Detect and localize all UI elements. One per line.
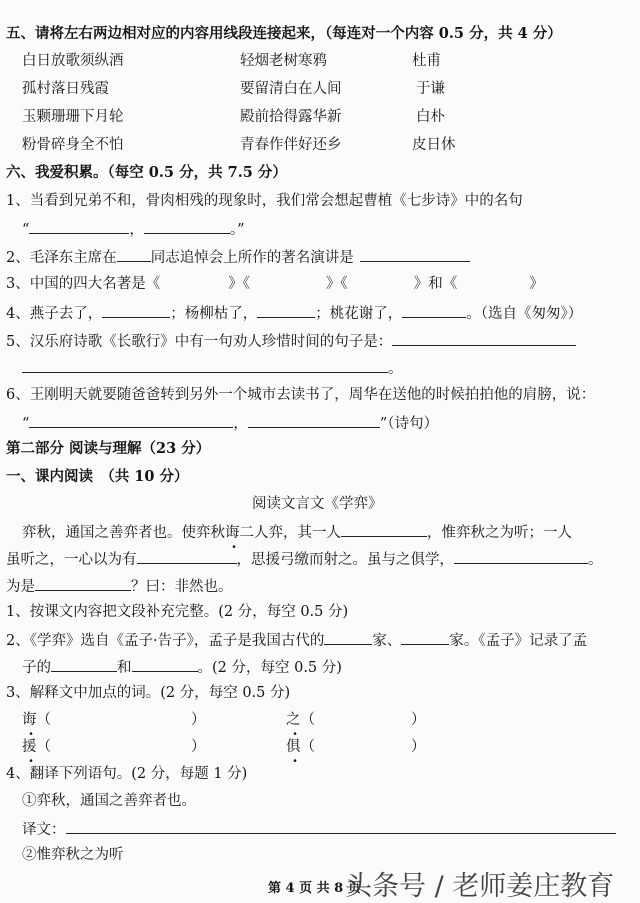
answer-blank[interactable] — [324, 629, 372, 645]
answer-blank[interactable] — [102, 302, 170, 318]
question-text: 家、 — [372, 633, 402, 649]
question-5 — [6, 330, 576, 352]
right-item: 皮日休 — [412, 137, 456, 153]
answer-blank[interactable] — [22, 357, 388, 373]
quote-close: ”（诗句） — [379, 416, 439, 432]
question-number: 5、 — [6, 334, 30, 350]
paren: ） — [411, 739, 426, 755]
passage-line — [22, 521, 572, 543]
passage-text: 为是 — [6, 579, 35, 595]
question-text: 燕子去了， — [29, 306, 103, 322]
answer-blank[interactable] — [51, 656, 117, 672]
part2-title: 第二部分 阅读与理解（23 分） — [6, 440, 211, 457]
question-text: 和 — [117, 660, 132, 676]
question-text: 。(2 分，每空 0.5 分) — [197, 660, 342, 676]
left-item: 白日放歌须纵酒 — [22, 53, 124, 69]
answer-blank[interactable] — [360, 246, 470, 262]
answer-blank[interactable] — [454, 548, 588, 564]
word-item — [286, 710, 426, 730]
right-item: 杜甫 — [412, 53, 441, 69]
middle-item: 轻烟老树寒鸦 — [240, 53, 327, 69]
paren: ） — [191, 739, 206, 755]
question-text: 》和《 — [413, 276, 458, 292]
translation-blank[interactable] — [66, 818, 616, 834]
answer-blank[interactable] — [117, 246, 151, 262]
reading-question-4: 4、翻译下列语句。(2 分，每题 1 分) — [6, 766, 248, 782]
subsection-title: 一、课内阅读 （共 10 分） — [6, 468, 189, 485]
section6-title: 六、我爱积累。（每空 0.5 分，共 7.5 分） — [6, 164, 287, 181]
left-item: 粉骨碎身全不怕 — [22, 137, 124, 153]
paren: （ — [300, 739, 315, 755]
quote-open: “ — [22, 416, 30, 432]
answer-blank[interactable] — [401, 629, 449, 645]
word-item — [22, 710, 206, 730]
page-number: 第 4 页 共 8 页 — [268, 881, 361, 896]
answer-blank[interactable] — [137, 548, 237, 564]
comma: ， — [129, 222, 144, 238]
question-number: 4、 — [6, 306, 30, 322]
watermark: 头条号 / 老师姜庄教育 — [345, 871, 615, 902]
question-text: 汉乐府诗歌《长歌行》中有一句劝人珍惜时间的句子是： — [29, 334, 393, 350]
answer-blank[interactable] — [257, 302, 315, 318]
dotted-word: 诲 — [22, 712, 37, 728]
paren: （ — [36, 712, 51, 728]
answer-blank[interactable] — [132, 656, 198, 672]
sentence-1: ①弈秋，通国之善弈者也。 — [22, 793, 196, 809]
passage-text: ，惟弈秋之为听；一人 — [427, 525, 572, 541]
answer-blank[interactable] — [402, 302, 466, 318]
question-4 — [6, 302, 582, 324]
answer-blank[interactable] — [341, 521, 427, 537]
dotted-word: 俱 — [286, 739, 301, 755]
passage-text: ？曰：非然也。 — [131, 579, 233, 595]
question-number: 6、 — [6, 387, 30, 403]
answer-blank[interactable] — [29, 218, 129, 234]
question-text: 家。《孟子》记录了孟 — [449, 633, 588, 649]
answer-blank[interactable] — [144, 218, 230, 234]
question-text: 毛泽东主席在 — [29, 250, 117, 266]
question-text: 》《 — [325, 276, 348, 292]
right-item: 白朴 — [416, 109, 445, 125]
question-number: 1、 — [6, 193, 30, 209]
question-text: 同志追悼会上所作的著名演讲是 — [150, 250, 354, 266]
word-item — [286, 737, 426, 757]
translation-label: 译文： — [22, 822, 66, 838]
dotted-word: 援 — [22, 739, 37, 755]
passage-title: 阅读文言文《学弈》 — [252, 496, 383, 512]
question-number: 3、 — [6, 276, 30, 292]
middle-item: 青春作伴好还乡 — [240, 137, 342, 153]
paren: （ — [36, 739, 51, 755]
passage-line — [6, 548, 603, 570]
dotted-word: 之 — [286, 712, 301, 728]
left-item: 孤村落日残霞 — [22, 81, 109, 97]
passage-text: 二人弈，其一人 — [239, 525, 341, 541]
question-2 — [6, 246, 470, 268]
question-1 — [6, 191, 523, 211]
question-text: 中国的四大名著是《 — [29, 276, 161, 292]
middle-item: 要留清白在人间 — [240, 81, 342, 97]
question-text: 。（选自《匆匆》） — [466, 306, 583, 322]
passage-text: 虽听之，一心以为有 — [6, 552, 137, 568]
sentence-2: ②惟弈秋之为听 — [22, 847, 124, 863]
question-number: 2、 — [6, 250, 30, 266]
answer-line — [22, 357, 403, 379]
quote-close: 。” — [229, 222, 245, 238]
section5-title: 五、请将左右两边相对应的内容用线段连接起来，（每连对一个内容 0.5 分，共 4 分） — [6, 25, 562, 42]
question-text: 2、《学弈》选自《孟子·告子》，孟子是我国古代的 — [6, 633, 325, 649]
answer-blank[interactable] — [29, 412, 233, 428]
paren: （ — [300, 712, 315, 728]
quote-open: “ — [22, 222, 30, 238]
paren: ） — [411, 712, 426, 728]
passage-line — [6, 575, 233, 597]
question-text: 》 — [529, 276, 544, 292]
dotted-word: 诲 — [225, 525, 240, 541]
translation-line — [22, 818, 616, 840]
question-text: 子的 — [22, 660, 51, 676]
question-text: 》《 — [228, 276, 250, 292]
right-item: 于谦 — [416, 81, 445, 97]
question-6 — [6, 385, 595, 405]
passage-text: ，思援弓缴而射之。虽与之俱学， — [236, 552, 454, 568]
answer-line — [22, 218, 245, 240]
answer-blank[interactable] — [392, 330, 576, 346]
question-text: 当看到兄弟不和，骨肉相残的现象时，我们常会想起曹植《七步诗》中的名句 — [29, 193, 523, 209]
answer-blank[interactable] — [35, 575, 131, 591]
passage-text: 。 — [588, 552, 603, 568]
answer-line — [22, 412, 438, 434]
paren: ） — [191, 712, 206, 728]
reading-question-2 — [6, 629, 587, 651]
passage-text: 弈秋，通国之善弈者也。使弈秋 — [22, 525, 225, 541]
question-3 — [6, 274, 544, 294]
question-text: ；杨柳枯了， — [170, 306, 258, 322]
reading-question-1: 1、按课文内容把文段补充完整。(2 分，每空 0.5 分) — [6, 604, 349, 620]
reading-question-3: 3、解释文中加点的词。(2 分，每空 0.5 分) — [6, 685, 291, 701]
comma: ， — [233, 416, 248, 432]
period: 。 — [388, 361, 403, 377]
question-text: ；桃花谢了， — [315, 306, 403, 322]
reading-question-2-cont — [22, 656, 342, 678]
question-text: 王刚明天就要随爸爸转到另外一个城市去读书了，周华在送他的时候拍拍他的肩膀，说： — [29, 387, 596, 403]
left-item: 玉颗珊珊下月轮 — [22, 109, 124, 125]
answer-blank[interactable] — [248, 412, 380, 428]
middle-item: 殿前拾得露华新 — [240, 109, 342, 125]
word-item — [22, 737, 206, 757]
